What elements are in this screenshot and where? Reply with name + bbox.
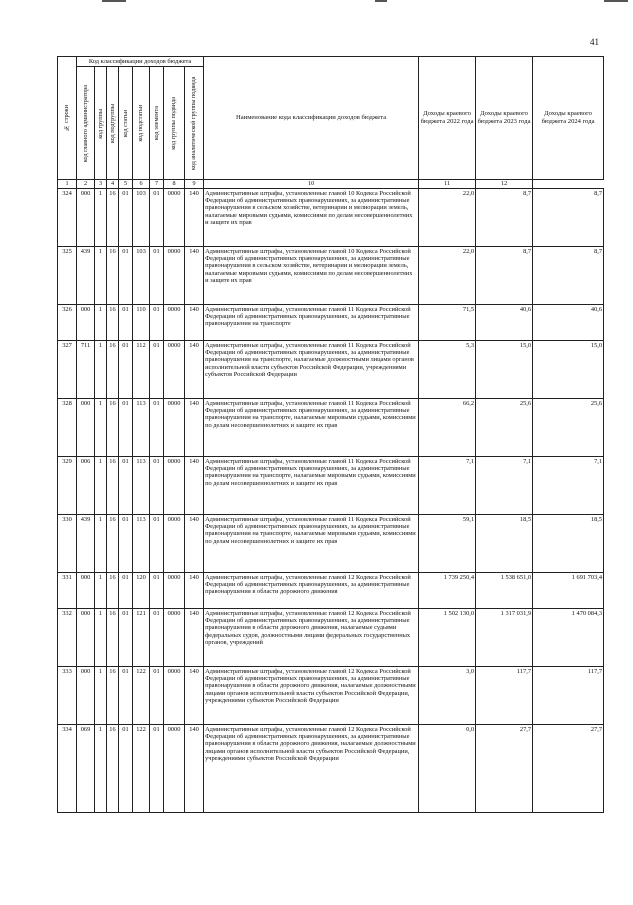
subtype-group-code-cell: 0000 [164, 572, 185, 608]
sum-2023-cell: 7,1 [476, 456, 533, 514]
group-code-cell: 1 [95, 514, 107, 572]
sum-2023-cell: 8,7 [476, 188, 533, 246]
group-code-cell: 1 [95, 608, 107, 666]
group-code-cell: 1 [95, 666, 107, 724]
group-code-cell: 1 [95, 724, 107, 812]
row-number-cell: 328 [58, 398, 77, 456]
element-code-cell: 01 [150, 608, 164, 666]
row-number-cell: 325 [58, 246, 77, 304]
analytic-group-code-cell: 140 [185, 246, 204, 304]
col-num: 3 [95, 180, 107, 188]
sum-2023-cell: 25,6 [476, 398, 533, 456]
element-code-cell: 01 [150, 456, 164, 514]
col-num: 1 [58, 180, 77, 188]
sum-2022-cell: 59,1 [419, 514, 476, 572]
article-code-cell: 01 [119, 456, 133, 514]
article-code-cell: 01 [119, 666, 133, 724]
article-code-cell: 01 [119, 724, 133, 812]
element-code-cell: 01 [150, 724, 164, 812]
group-code-cell: 1 [95, 246, 107, 304]
sum-2023-cell: 18,5 [476, 514, 533, 572]
subgroup-code-cell: 16 [107, 304, 119, 340]
subgroup-code-cell: 16 [107, 608, 119, 666]
subgroup-code-cell: 16 [107, 398, 119, 456]
row-number-cell: 333 [58, 666, 77, 724]
sum-2022-cell: 0,0 [419, 724, 476, 812]
sum-2024-cell: 25,6 [533, 398, 604, 456]
subgroup-code-cell: 16 [107, 246, 119, 304]
subgroup-code-cell: 16 [107, 572, 119, 608]
sum-2022-cell: 1 739 250,4 [419, 572, 476, 608]
subarticle-code-cell: 113 [133, 456, 150, 514]
analytic-group-code-cell: 140 [185, 456, 204, 514]
sum-2022-cell: 1 502 130,0 [419, 608, 476, 666]
subgroup-code-cell: 16 [107, 188, 119, 246]
revenue-name-cell: Административные штрафы, установленные главой 12 Кодекса Российской Федерации об административных правонарушениях, за административные правонарушения в области дорожного движения [204, 572, 419, 608]
admin-code-cell: 000 [77, 666, 95, 724]
revenue-name-cell: Административные штрафы, установленные главой 10 Кодекса Российской Федерации об административных правонарушениях, за административные правонарушения в сельском хозяйстве, ветеринарии и мелиорации земель, налагаемые мировыми судьями, комиссиями по делам несовершеннолетних и защите их прав [204, 188, 419, 246]
subgroup-code-cell: 16 [107, 666, 119, 724]
article-code-cell: 01 [119, 340, 133, 398]
subtype-group-code-cell: 0000 [164, 724, 185, 812]
col-num: 10 [204, 180, 419, 188]
sum-2022-cell: 5,3 [419, 340, 476, 398]
group-code-cell: 1 [95, 340, 107, 398]
analytic-group-code-cell: 140 [185, 666, 204, 724]
row-number-cell: 324 [58, 188, 77, 246]
col-num: 6 [133, 180, 150, 188]
admin-code-cell: 069 [77, 724, 95, 812]
admin-code-cell: 711 [77, 340, 95, 398]
table-row [58, 514, 604, 572]
subgroup-code-header: код подгруппы [107, 67, 119, 180]
sum-2024-cell: 1 470 084,3 [533, 608, 604, 666]
admin-code-header: код главного администратора [77, 67, 95, 180]
article-code-cell: 01 [119, 514, 133, 572]
subtype-group-code-cell: 0000 [164, 340, 185, 398]
sum-2024-cell: 27,7 [533, 724, 604, 812]
revenue-name-cell: Административные штрафы, установленные главой 12 Кодекса Российской Федерации об административных правонарушениях, за административные правонарушения в области дорожного движения, налагаемые должностными лицами органов исполнительной власти субъектов Российской Федерации, учреждениями субъектов Российской Федерации [204, 666, 419, 724]
sum-2024-header: Доходы краевого бюджета 2024 года [533, 57, 604, 180]
admin-code-cell: 006 [77, 456, 95, 514]
element-code-cell: 01 [150, 666, 164, 724]
col-num: 5 [119, 180, 133, 188]
subgroup-code-cell: 16 [107, 456, 119, 514]
analytic-group-code-cell: 140 [185, 514, 204, 572]
sum-2023-cell: 8,7 [476, 246, 533, 304]
element-code-cell: 01 [150, 514, 164, 572]
analytic-group-code-header: код аналитической группы подвида [185, 67, 204, 180]
admin-code-cell: 000 [77, 572, 95, 608]
row-number-cell: 332 [58, 608, 77, 666]
group-code-cell: 1 [95, 188, 107, 246]
element-code-cell: 01 [150, 188, 164, 246]
article-code-cell: 01 [119, 246, 133, 304]
page-number: 41 [590, 37, 599, 47]
sum-2024-cell: 15,0 [533, 340, 604, 398]
sum-2022-cell: 22,0 [419, 246, 476, 304]
article-code-cell: 01 [119, 572, 133, 608]
table-body [58, 188, 604, 812]
sum-2024-cell: 117,7 [533, 666, 604, 724]
sum-2024-cell: 8,7 [533, 246, 604, 304]
element-code-header: код элемента [150, 67, 164, 180]
subtype-group-code-cell: 0000 [164, 514, 185, 572]
sum-2022-cell: 22,0 [419, 188, 476, 246]
row-number-cell: 330 [58, 514, 77, 572]
admin-code-cell: 000 [77, 304, 95, 340]
row-number-cell: 329 [58, 456, 77, 514]
subarticle-code-cell: 112 [133, 340, 150, 398]
classification-code-header: Код классификации доходов бюджета [77, 57, 204, 67]
row-number-cell: 326 [58, 304, 77, 340]
table-row [58, 340, 604, 398]
column-number-row [58, 180, 604, 188]
sum-2023-cell: 15,0 [476, 340, 533, 398]
element-code-cell: 01 [150, 246, 164, 304]
subtype-group-code-cell: 0000 [164, 608, 185, 666]
subarticle-code-cell: 121 [133, 608, 150, 666]
revenue-name-cell: Административные штрафы, установленные главой 10 Кодекса Российской Федерации об административных правонарушениях, за административные правонарушения в сельском хозяйстве, ветеринарии и мелиорации земель, налагаемые мировыми судьями, комиссиями по делам несовершеннолетних и защите их прав [204, 246, 419, 304]
subarticle-code-header: код подстатьи [133, 67, 150, 180]
subarticle-code-cell: 120 [133, 572, 150, 608]
subarticle-code-cell: 110 [133, 304, 150, 340]
admin-code-cell: 000 [77, 608, 95, 666]
revenue-name-cell: Административные штрафы, установленные главой 11 Кодекса Российской Федерации об административных правонарушениях, за административные правонарушения на транспорте, налагаемые мировыми судьями, комиссиями по делам несовершеннолетних и защите их прав [204, 456, 419, 514]
revenue-name-cell: Административные штрафы, установленные главой 11 Кодекса Российской Федерации об административных правонарушениях, за административные правонарушения на транспорте, налагаемые должностными лицами органов исполнительной власти субъектов Российской Федерации, учреждениями субъектов Российской Федерации [204, 340, 419, 398]
col-num: 9 [185, 180, 204, 188]
table-row [58, 246, 604, 304]
col-num: 7 [150, 180, 164, 188]
analytic-group-code-cell: 140 [185, 608, 204, 666]
table-row [58, 456, 604, 514]
article-code-cell: 01 [119, 188, 133, 246]
table-row [58, 304, 604, 340]
admin-code-cell: 439 [77, 246, 95, 304]
table-row [58, 608, 604, 666]
analytic-group-code-cell: 140 [185, 304, 204, 340]
subarticle-code-cell: 103 [133, 246, 150, 304]
subarticle-code-cell: 113 [133, 398, 150, 456]
group-code-cell: 1 [95, 456, 107, 514]
row-number-cell: 327 [58, 340, 77, 398]
group-code-cell: 1 [95, 572, 107, 608]
sum-2023-cell: 1 317 031,9 [476, 608, 533, 666]
analytic-group-code-cell: 140 [185, 398, 204, 456]
revenue-name-cell: Административные штрафы, установленные главой 12 Кодекса Российской Федерации об административных правонарушениях, за административные правонарушения в области дорожного движения, налагаемые судьями федеральных судов, должностными лицами федеральных государственных органов, учреждений [204, 608, 419, 666]
revenue-name-cell: Административные штрафы, установленные главой 11 Кодекса Российской Федерации об административных правонарушениях, за административные правонарушения на транспорте, налагаемые мировыми судьями, комиссиями по делам несовершеннолетних и защите их прав [204, 398, 419, 456]
analytic-group-code-cell: 140 [185, 340, 204, 398]
subarticle-code-cell: 103 [133, 188, 150, 246]
subtype-group-code-cell: 0000 [164, 456, 185, 514]
col-num: 12 [476, 180, 533, 188]
subtype-group-code-cell: 0000 [164, 246, 185, 304]
revenue-name-cell: Административные штрафы, установленные главой 11 Кодекса Российской Федерации об административных правонарушениях, за административные правонарушения на транспорте [204, 304, 419, 340]
subtype-group-code-cell: 0000 [164, 666, 185, 724]
sum-2024-cell: 1 691 703,4 [533, 572, 604, 608]
sum-2022-cell: 66,2 [419, 398, 476, 456]
group-code-cell: 1 [95, 398, 107, 456]
revenue-name-cell: Административные штрафы, установленные главой 12 Кодекса Российской Федерации об административных правонарушениях, за административные правонарушения в области дорожного движения, налагаемые должностными лицами органов исполнительной власти субъектов Российской Федерации, учреждениями субъектов Российской Федерации [204, 724, 419, 812]
sum-2022-cell: 7,1 [419, 456, 476, 514]
article-code-cell: 01 [119, 608, 133, 666]
admin-code-cell: 000 [77, 398, 95, 456]
article-code-cell: 01 [119, 304, 133, 340]
subarticle-code-cell: 122 [133, 666, 150, 724]
subgroup-code-cell: 16 [107, 724, 119, 812]
sum-2024-cell: 8,7 [533, 188, 604, 246]
col-num: 2 [77, 180, 95, 188]
subtype-group-code-cell: 0000 [164, 188, 185, 246]
article-code-header: код статьи [119, 67, 133, 180]
element-code-cell: 01 [150, 398, 164, 456]
sum-2022-cell: 3,0 [419, 666, 476, 724]
group-code-header: код группы [95, 67, 107, 180]
element-code-cell: 01 [150, 572, 164, 608]
element-code-cell: 01 [150, 304, 164, 340]
sum-2024-cell: 18,5 [533, 514, 604, 572]
budget-revenue-table [57, 56, 604, 813]
subtype-group-code-cell: 0000 [164, 304, 185, 340]
row-number-header: № строки [58, 57, 77, 180]
subarticle-code-cell: 122 [133, 724, 150, 812]
sum-2022-header: Доходы краевого бюджета 2022 года [419, 57, 476, 180]
table-row [58, 398, 604, 456]
analytic-group-code-cell: 140 [185, 188, 204, 246]
sum-2023-cell: 1 538 651,0 [476, 572, 533, 608]
admin-code-cell: 000 [77, 188, 95, 246]
header-row-1 [58, 57, 604, 67]
sum-2024-cell: 40,6 [533, 304, 604, 340]
col-num: 4 [107, 180, 119, 188]
analytic-group-code-cell: 140 [185, 572, 204, 608]
subgroup-code-cell: 16 [107, 514, 119, 572]
sum-2023-cell: 117,7 [476, 666, 533, 724]
sum-2023-cell: 27,7 [476, 724, 533, 812]
row-number-cell: 334 [58, 724, 77, 812]
admin-code-cell: 439 [77, 514, 95, 572]
revenue-name-cell: Административные штрафы, установленные главой 11 Кодекса Российской Федерации об административных правонарушениях, за административные правонарушения на транспорте, налагаемые мировыми судьями, комиссиями по делам несовершеннолетних и защите их прав [204, 514, 419, 572]
scan-top-edge [0, 0, 633, 3]
group-code-cell: 1 [95, 304, 107, 340]
element-code-cell: 01 [150, 340, 164, 398]
subgroup-code-cell: 16 [107, 340, 119, 398]
subtype-group-code-header: код группы подвида [164, 67, 185, 180]
subarticle-code-cell: 113 [133, 514, 150, 572]
name-column-header: Наименование кода классификации доходов бюджета [204, 57, 419, 180]
sum-2022-cell: 71,5 [419, 304, 476, 340]
sum-2023-cell: 40,6 [476, 304, 533, 340]
analytic-group-code-cell: 140 [185, 724, 204, 812]
col-num: 11 [419, 180, 476, 188]
subtype-group-code-cell: 0000 [164, 398, 185, 456]
sum-2024-cell: 7,1 [533, 456, 604, 514]
table-row [58, 724, 604, 812]
table-row [58, 666, 604, 724]
sum-2023-header: Доходы краевого бюджета 2023 года [476, 57, 533, 180]
table-row [58, 188, 604, 246]
table-row [58, 572, 604, 608]
article-code-cell: 01 [119, 398, 133, 456]
row-number-cell: 331 [58, 572, 77, 608]
col-num: 8 [164, 180, 185, 188]
